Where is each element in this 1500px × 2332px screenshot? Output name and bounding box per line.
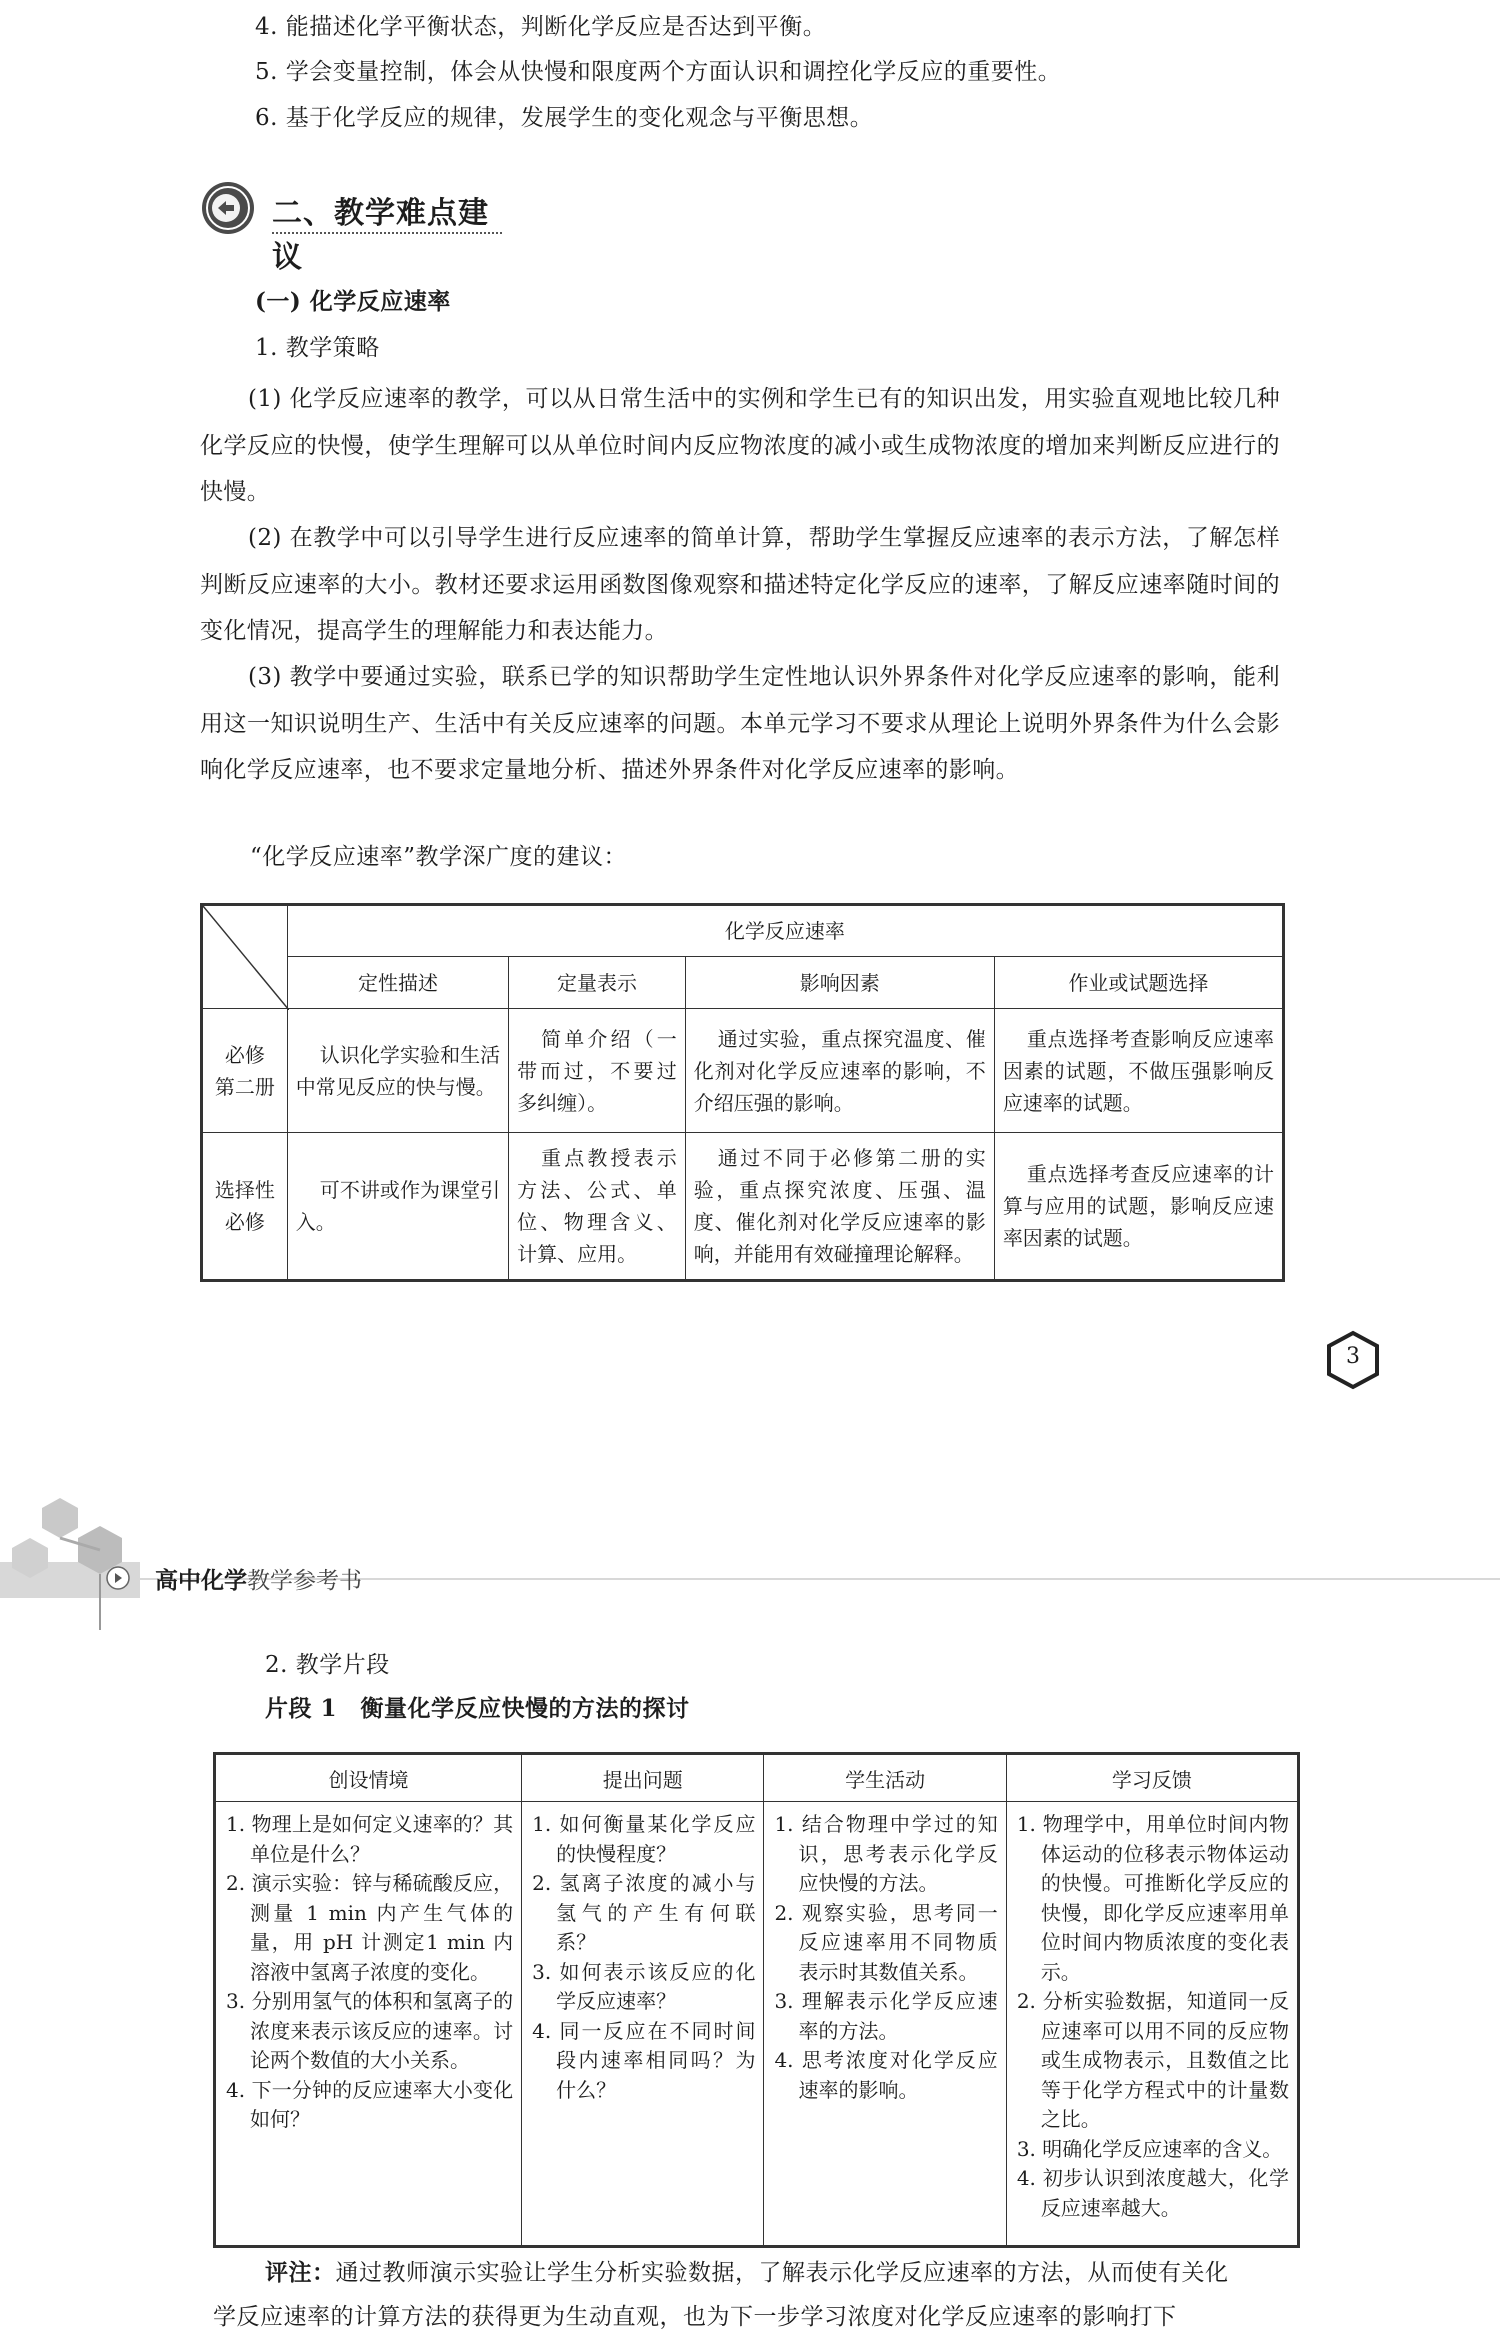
table2-col-header: 学习反馈	[1006, 1754, 1298, 1802]
list-item: 1. 如何衡量某化学反应的快慢程度？	[532, 1812, 756, 1866]
list-item: 1. 物理学中，用单位时间内物体运动的位移表示物体运动的快慢。可推断化学反应的快慢，即化学反应速率用单位时间内物质浓度的变化表示。	[1016, 1812, 1289, 1984]
table1-cell: 可不讲或作为课堂引入。	[287, 1133, 508, 1281]
table1-cell: 简单介绍（一带而过，不要过多纠缠）。	[509, 1009, 686, 1133]
list-item: 1. 物理上是如何定义速率的？其单位是什么？	[226, 1812, 514, 1866]
table2-cell-scenario	[215, 1802, 522, 2247]
table2-cell-questions	[522, 1802, 764, 2247]
depth-table	[200, 903, 1285, 1282]
page-number-badge	[1323, 1330, 1383, 1390]
teaching-fragment-table	[213, 1752, 1300, 2248]
subsection-title: (一) 化学反应速率	[255, 288, 451, 315]
list-item: 3. 分别用氢气的体积和氢离子的浓度来表示该反应的速率。讨论两个数值的大小关系。	[226, 1989, 514, 2072]
back-arrow-icon	[200, 180, 256, 236]
table1-col-header: 定量表示	[509, 957, 686, 1009]
objective-item: 4. 能描述化学平衡状态，判断化学反应是否达到平衡。	[255, 14, 827, 40]
list-item: 4. 思考浓度对化学反应速率的影响。	[774, 2048, 998, 2102]
list-item: 4. 下一分钟的反应速率大小变化如何？	[226, 2077, 514, 2131]
table1-col-header: 作业或试题选择	[994, 957, 1283, 1009]
table1-cell: 重点选择考查反应速率的计算与应用的试题，影响反应速率因素的试题。	[994, 1133, 1283, 1281]
strategy-paragraph: (1) 化学反应速率的教学，可以从日常生活中的实例和学生已有的知识出发，用实验直观地比较几种化学反应的快慢，使学生理解可以从单位时间内反应物浓度的减小或生成物浓度的增加来判断反应进行的快慢。	[200, 386, 1280, 505]
running-header-decoration	[0, 1490, 1500, 1630]
table2-cell-feedback	[1006, 1802, 1298, 2247]
table1-cell: 重点教授表示方法、公式、单位、物理含义、计算、应用。	[509, 1133, 686, 1281]
section-title-text: 二、教学难点建议	[272, 196, 489, 275]
table1-group-header: 化学反应速率	[287, 905, 1283, 957]
strategy-paragraph: (3) 教学中要通过实验，联系已学的知识帮助学生定性地认识外界条件对化学反应速率的影响，能利用这一知识说明生产、生活中有关反应速率的问题。本单元学习不要求从理论上说明外界条件为什么会影响化学反应速率，也不要求定量地分析、描述外界条件对化学反应速率的影响。	[200, 664, 1280, 783]
table1-row-label: 选择性 必修	[202, 1133, 288, 1281]
table2-col-header: 创设情境	[215, 1754, 522, 1802]
list-item: 2. 观察实验，思考同一反应速率用不同物质表示时其数值关系。	[774, 1900, 998, 1984]
table1-cell: 重点选择考查影响反应速率因素的试题，不做压强影响反应速率的试题。	[994, 1009, 1283, 1133]
table1-row-label: 必修 第二册	[202, 1009, 288, 1133]
comment-line	[265, 2258, 1229, 2288]
strategy-heading: 1. 教学策略	[255, 335, 380, 361]
section-title-underline	[272, 232, 502, 234]
table2-cell-activities	[764, 1802, 1006, 2247]
list-item: 4. 初步认识到浓度越大，化学反应速率越大。	[1016, 2166, 1289, 2220]
strategy-paragraph: (2) 在教学中可以引导学生进行反应速率的简单计算，帮助学生掌握反应速率的表示方法，了解怎样判断反应速率的大小。教材还要求运用函数图像观察和描述特定化学反应的速率，了解反应速率随时间的变化情况，提高学生的理解能力和表达能力。	[200, 525, 1280, 644]
fragment-heading: 2. 教学片段	[265, 1652, 390, 1678]
list-item: 3. 明确化学反应速率的含义。	[1016, 2136, 1283, 2161]
running-header-normal: 教学参考书	[247, 1568, 362, 1594]
table2-col-header: 提出问题	[522, 1754, 764, 1802]
running-header-bold: 高中化学	[155, 1568, 247, 1594]
list-item: 2. 分析实验数据，知道同一反应速率可以用不同的反应物或生成物表示，且数值之比等于化学方程式中的计量数之比。	[1016, 1989, 1289, 2131]
objective-item: 6. 基于化学反应的规律，发展学生的变化观念与平衡思想。	[255, 105, 874, 131]
table1-col-header: 定性描述	[287, 957, 508, 1009]
table1-cell: 通过不同于必修第二册的实验，重点探究浓度、压强、温度、催化剂对化学反应速率的影响，并能用有效碰撞理论解释。	[685, 1133, 994, 1281]
diagonal-line	[203, 906, 289, 1010]
comment-text: 通过教师演示实验让学生分析实验数据，了解表示化学反应速率的方法，从而使有关化	[335, 2260, 1229, 2286]
table1-caption: “化学反应速率”教学深广度的建议：	[250, 844, 628, 870]
page-number: 3	[1346, 1344, 1360, 1369]
list-item: 3. 理解表示化学反应速率的方法。	[774, 1989, 998, 2043]
list-item: 2. 演示实验：锌与稀硫酸反应，测量 1 min 内产生气体的量，用 pH 计测定1 min 内溶液中氢离子浓度的变化。	[226, 1871, 514, 1984]
fragment-title: 片段 1 衡量化学反应快慢的方法的探讨	[265, 1695, 690, 1722]
running-header	[155, 1562, 362, 1595]
list-item: 1. 结合物理中学过的知识，思考表示化学反应快慢的方法。	[774, 1812, 998, 1895]
list-item: 4. 同一反应在不同时间段内速率相同吗？为什么？	[532, 2018, 756, 2102]
table1-cell: 通过实验，重点探究温度、催化剂对化学反应速率的影响，不介绍压强的影响。	[685, 1009, 994, 1133]
table1-cell: 认识化学实验和生活中常见反应的快与慢。	[287, 1009, 508, 1133]
list-item: 2. 氢离子浓度的减小与氢气的产生有何联系？	[532, 1871, 756, 1954]
section-title	[200, 180, 500, 275]
list-item: 3. 如何表示该反应的化学反应速率？	[532, 1959, 756, 2013]
objective-item: 5. 学会变量控制，体会从快慢和限度两个方面认识和调控化学反应的重要性。	[255, 59, 1062, 85]
table1-col-header: 影响因素	[685, 957, 994, 1009]
diagonal-corner-cell	[202, 905, 288, 1009]
comment-line: 学反应速率的计算方法的获得更为生动直观，也为下一步学习浓度对化学反应速率的影响打下	[213, 2304, 1177, 2330]
comment-label: 评注：	[265, 2259, 336, 2286]
table2-col-header: 学生活动	[764, 1754, 1006, 1802]
